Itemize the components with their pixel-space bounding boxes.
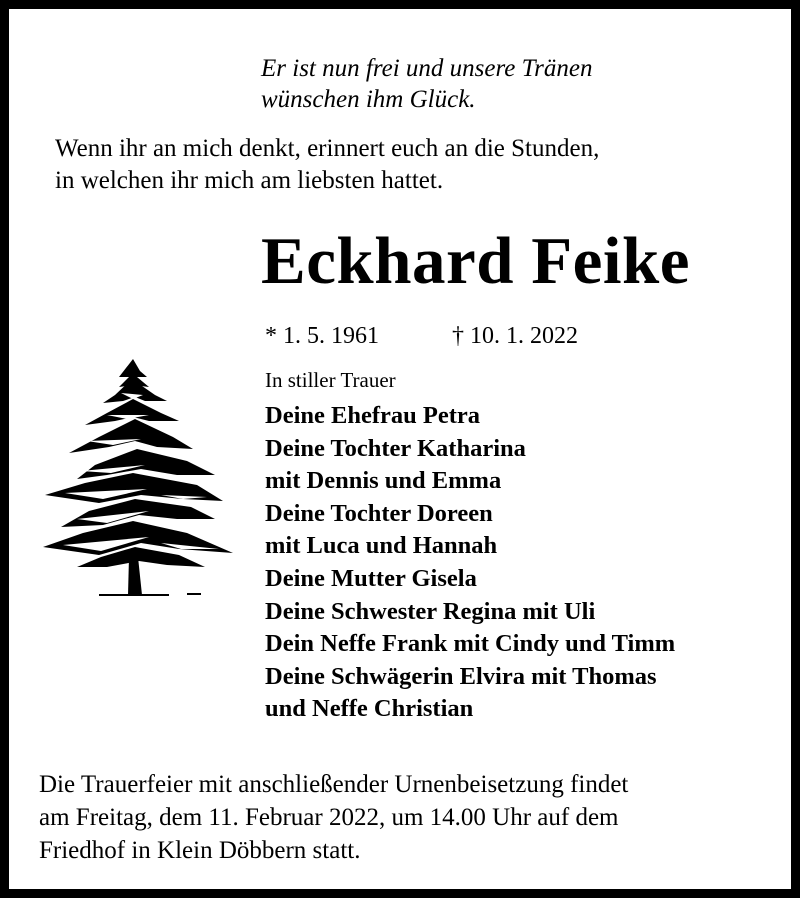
ceremony-line: Friedhof in Klein Döbbern statt.: [39, 837, 361, 864]
mourner-line: Deine Tochter Doreen: [265, 499, 493, 527]
mourner-line: Deine Schwägerin Elvira mit Thomas: [265, 662, 657, 690]
mourner-line: Dein Neffe Frank mit Cindy und Timm: [265, 630, 676, 658]
mourner-line: Deine Mutter Gisela: [265, 564, 477, 592]
deceased-name: Eckhard Feike: [261, 224, 690, 298]
verse-line: in welchen ihr mich am liebsten hattet.: [55, 167, 444, 194]
verse: [55, 133, 775, 197]
mourner-line: mit Luca und Hannah: [265, 532, 498, 560]
mourner-line: und Neffe Christian: [265, 695, 474, 723]
birth-date: * 1. 5. 1961: [265, 323, 379, 349]
ceremony-info: [39, 768, 779, 867]
death-date: † 10. 1. 2022: [452, 323, 578, 349]
fir-tree-icon: [37, 357, 237, 605]
ceremony-line: am Freitag, dem 11. Februar 2022, um 14.00 Uhr auf dem: [39, 804, 619, 831]
ceremony-line: Die Trauerfeier mit anschließender Urnenbeisetzung findet: [39, 771, 629, 798]
quote: [261, 53, 761, 115]
verse-line: Wenn ihr an mich denkt, erinnert euch an die Stunden,: [55, 135, 600, 162]
mourners-list: [265, 400, 675, 726]
mourner-line: Deine Ehefrau Petra: [265, 402, 480, 429]
mourner-line: Deine Schwester Regina mit Uli: [265, 597, 596, 625]
quote-line: wünschen ihm Glück.: [261, 86, 476, 113]
mourning-intro: In stiller Trauer: [265, 368, 396, 392]
mourner-line: Deine Tochter Katharina: [265, 434, 526, 462]
quote-line: Er ist nun frei und unsere Tränen: [261, 55, 593, 82]
mourner-line: mit Dennis und Emma: [265, 467, 502, 495]
